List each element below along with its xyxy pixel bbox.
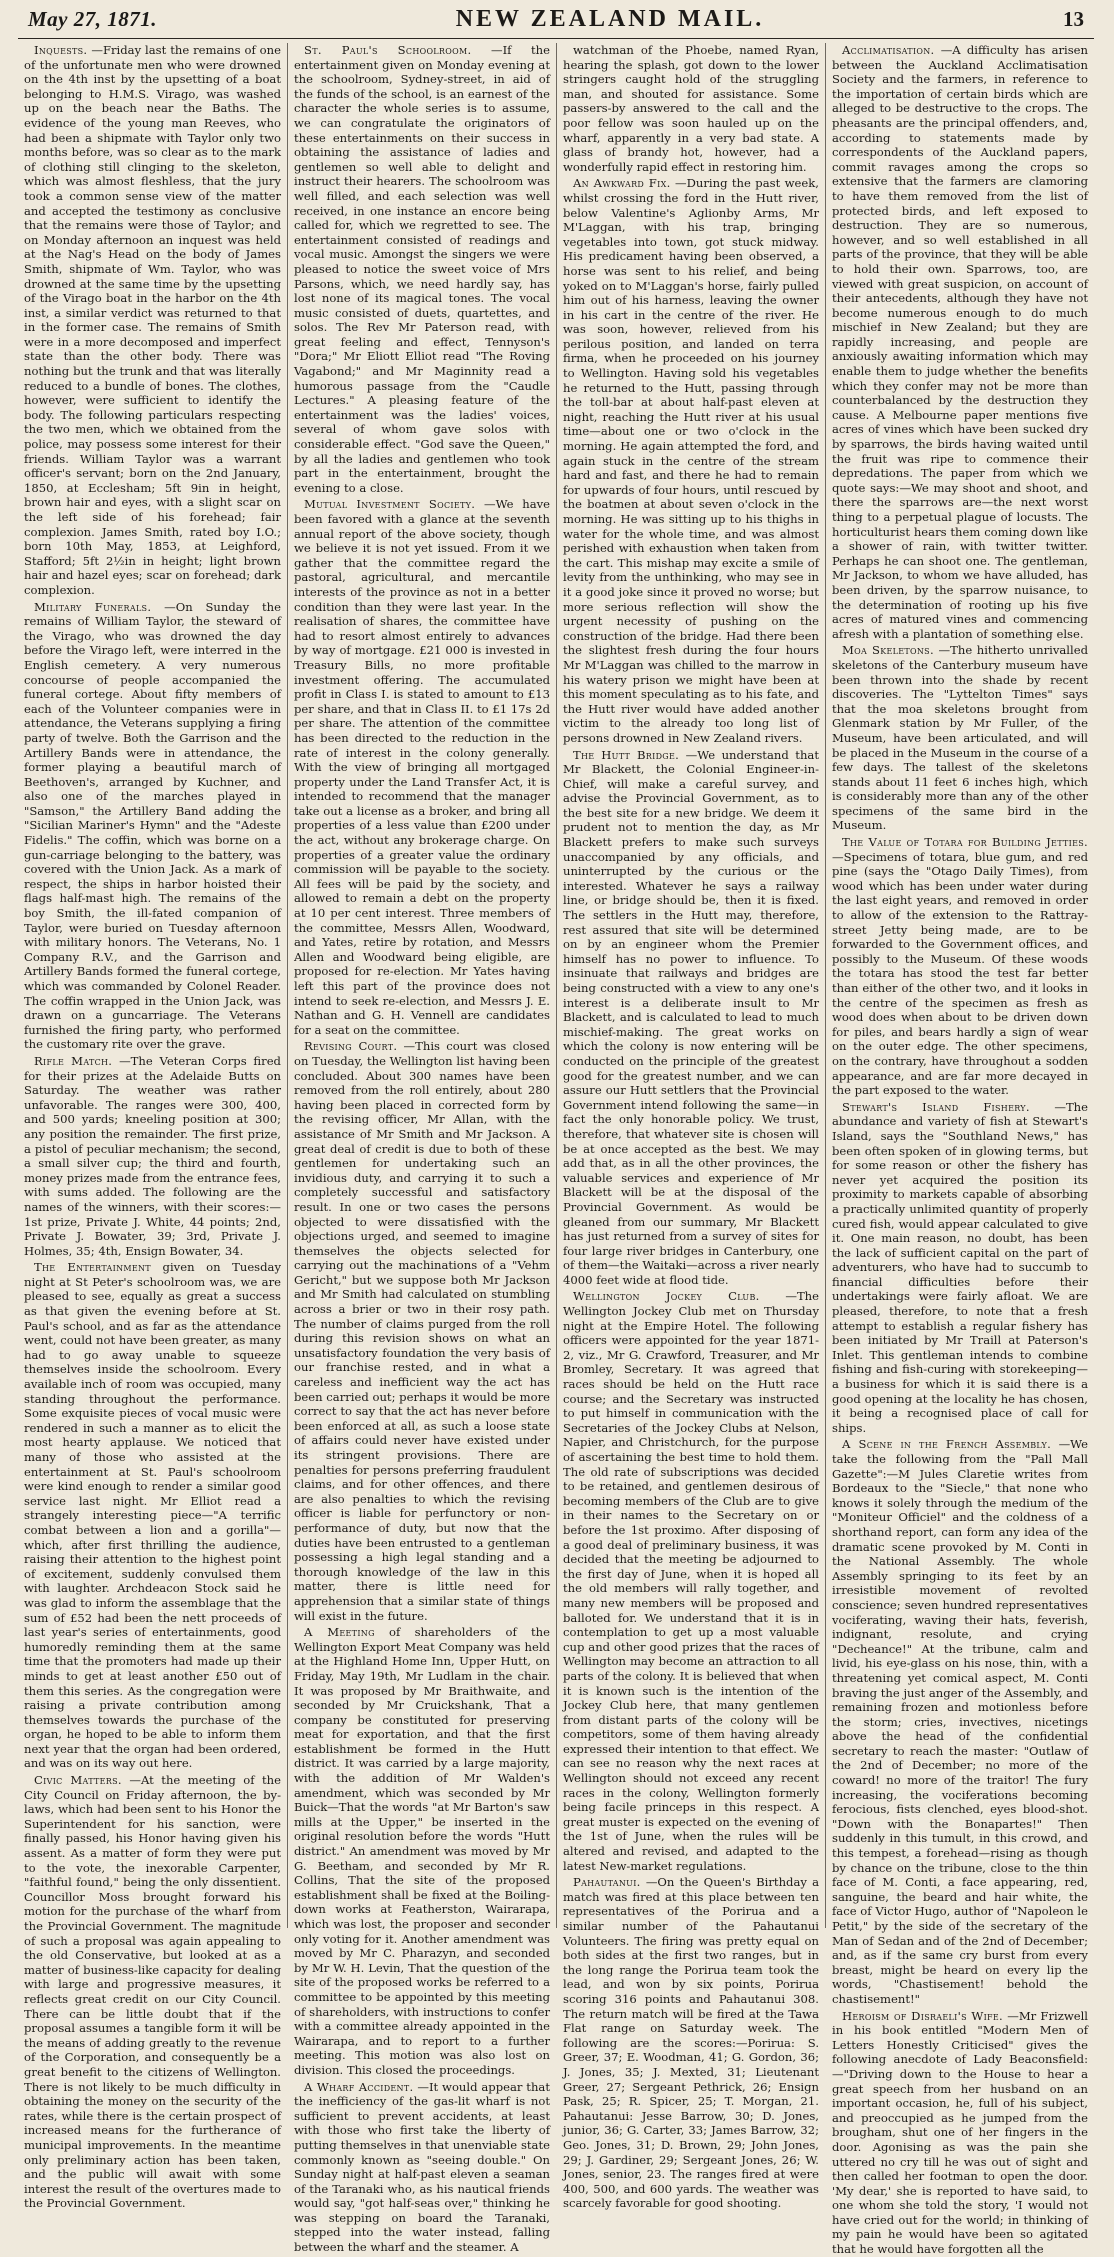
article-paragraph — [832, 835, 1088, 1098]
column-4 — [825, 43, 1094, 2257]
article-paragraph — [832, 1437, 1088, 2006]
article-paragraph — [24, 1054, 281, 1258]
article-text: —The hitherto unrivalled skeletons of the Canterbury museum have been thrown into the shade by recent discoveries. The "Lyttelton Times" says that the moa skeletons brought from Glenmark station by Mr Fuller, of the Museum, have been articulated, and will be placed in the Museum in the course of a few days. The tallest of the skeletons stands about 11 feet 6 inches high, which is considerably more than any of the other specimens of the same bird in the Museum. — [832, 643, 1089, 833]
article-heading: The Hutt Bridge. — [573, 747, 680, 762]
article-paragraph — [563, 43, 819, 174]
article-text: —The Wellington Jockey Club met on Thursday night at the Empire Hotel. The following officers were appointed for the year 1871-2, viz., Mr G. Crawford, Treasurer, and Mr Bromley, Secretary. It was agreed that races should be held on the Hutt race course; and the Secretary was instructed to put himself in communication with the Secretaries of the Jockey Clubs at Nelson, Napier, and Christchurch, for the purpose of ascertaining the best time to hold them. The old rate of subscriptions was decided to be retained, and gentlemen desirous of becoming members of the Club are to give in their names to the Secretary on or before the 1st proximo. After disposing of a good deal of preliminary business, it was decided that the meeting be adjourned to the first day of June, when it is hoped all the old members will rally together, and many new members will be proposed and balloted for. We understand that it is in contemplation to get up a most valuable cup and other good prizes that the races of Wellington may become an attraction to all parts of the colony. It is believed that when it is known such is the intention of the Jockey Club here, that many gentlemen from distant parts of the colony will be competitors, some of them having already expressed their intention to that effect. We can see no reason why the next races at Wellington should not exceed any recent races in the colony, Wellington formerly being facile princeps in this respect. A great muster is expected on the evening of the 1st of June, when the rules will be altered and revised, and adapted to the latest New-market regulations. — [563, 1289, 820, 1873]
article-paragraph — [294, 1039, 550, 1623]
article-paragraph — [24, 43, 281, 598]
article-paragraph — [832, 43, 1088, 641]
issue-date: May 27, 1871. — [28, 6, 157, 31]
article-paragraph — [832, 643, 1088, 833]
article-paragraph — [294, 43, 550, 495]
article-text: of shareholders of the Wellington Export Meat Company was held at the Highland Home Inn, Upper Hutt, on Friday, May 19th, Mr Ludlam in the chair. It was proposed by Mr Braithwaite, and seconded by Mr Cruickshank, That a company be constituted for preserving meat for exportation, and that the first establishment be formed in the Hutt district. It was carried by a large majority, with the addition of Mr Walden's amendment, which was seconded by Mr Buick—That the words "at Mr Barton's saw mills at the Upper," be inserted in the original resolution before the words "Hutt district." An amendment was moved by Mr G. Beetham, and seconded by Mr R. Collins, That the site of the proposed establishment shall be fixed at the Boiling-down works at Featherston, Wairarapa, which was lost, the proposer and seconder only voting for it. Another amendment was moved by Mr C. Pharazyn, and seconded by Mr W. H. Levin, That the question of the site of the proposed works be referred to a committee to be appointed by this meeting of shareholders, with instructions to confer with a committee already appointed in the Wairarapa, and to report to a further meeting. This motion was also lost on division. This closed the proceedings. — [294, 1625, 551, 2077]
article-heading: A Wharf Accident. — [304, 2079, 414, 2094]
article-heading: St. Paul's Schoolroom. — [304, 43, 472, 57]
page-number: 13 — [1063, 6, 1084, 31]
article-heading: Rifle Match. — [34, 1053, 113, 1068]
article-text: —Friday last the remains of one of the unfortunate men who were drowned on the 4th inst by the upsetting of a boat belonging to H.M.S. Virago, was washed up on the beach near the Baths. The evidence of the young man Reeves, who had been a shipmate with Taylor only two months before, was so clear as to the mark of clothing still clinging to the skeleton, which was almost fleshless, that the jury took a common sense view of the matter and accepted the testimony as conclusive that the remains were those of Taylor; and on Monday afternoon an inquest was held at the Nag's Head on the body of James Smith, shipmate of Wm. Taylor, who was drowned at the same time by the upsetting of the Virago boat in the harbor on the 4th inst, a similar verdict was returned to that in the former case. The remains of Smith were in a more decomposed and imperfect state than the other body. There was nothing but the trunk and that was literally reduced to a bundle of bones. The clothes, however, were sufficient to identify the body. The following particulars respecting the two men, which we obtained from the police, may possess some interest for their friends. William Taylor was a warrant officer's servant; born on the 2nd January, 1850, at Ecclesham; 5ft 9in in height, brown hair and eyes, with a slight scar on the left side of his forehead; fair complexion. James Smith, rated boy I.O.; born 10th May, 1853, at Leighford, Stafford; 5ft 2½in in height; light brown hair and hazel eyes; scar on forehead; dark complexion. — [24, 43, 281, 597]
article-text: —We understand that Mr Blackett, the Colonial Engineer-in-Chief, will make a careful survey, and advise the Provincial Government, as to the best site for a new bridge. We deem it prudent not to mention the day, as Mr Blackett prefers to make such surveys unaccompanied by any officials, and uninterrupted by the curious or the interested. Whatever he says a railway line, or bridge should be, then it is fixed. The settlers in the Hutt may, therefore, rest assured that site will be determined on by an engineer whom the Premier himself has no power to influence. To insinuate that railways and bridges are being constructed with a view to any one's interest is a deliberate insult to Mr Blackett, and is calculated to lead to much mischief-making. The great works on which the colony is now entering will be conducted on the principle of the greatest good for the greatest number, and we can assure our Hutt settlers that the Provincial Government intend following the same—in fact the only honorable policy. We trust, therefore, that whatever site is chosen will be at once accepted as the best. We may add that, as in all the other provinces, the valuable services and experience of Mr Blackett will be at the disposal of the Provincial Government. As would be gleaned from our summary, Mr Blackett has just returned from a survey of sites for four large river bridges in Canterbury, one of them—the Waitaki—across a river nearly 4000 feet wide at flood tide. — [563, 747, 819, 1287]
article-heading: Acclimatisation. — [842, 43, 935, 57]
article-text: watchman of the Phoebe, named Ryan, hearing the splash, got down to the lower stringers caught hold of the struggling man, and shouted for assistance. Some passers-by answered to the call and the poor fellow was soon hauled up on the wharf, apparently in a very bad state. A glass of brandy hot, however, had a wonderfully rapid effect in restoring him. — [563, 43, 819, 174]
article-paragraph — [832, 1100, 1088, 1436]
header-rule — [18, 38, 1094, 39]
article-heading: Heroism of Disraeli's Wife. — [842, 2008, 1004, 2023]
article-heading: Mutual Investment Society. — [304, 497, 476, 512]
article-heading: Moa Skeletons. — [842, 643, 934, 658]
article-text: —The Veteran Corps fired for their prizes at the Adelaide Butts on Saturday. The weather was rather unfavorable. The ranges were 300, 400, and 500 yards; kneeling position at 300; any position the remainder. The first prize, a pistol of peculiar mechanism; the second, a small silver cup; the third and fourth, money prizes made from the entrance fees, with sums added. The following are the names of the winners, with their scores:—1st prize, Private J. White, 44 points; 2nd, Private J. Bowater, 39; 3rd, Private J. Holmes, 35; 4th, Ensign Bowater, 34. — [24, 1053, 281, 1258]
newspaper-title: NEW ZEALAND MAIL. — [455, 5, 765, 32]
article-paragraph — [24, 1773, 281, 2211]
article-paragraph — [563, 1875, 819, 2211]
article-heading: An Awkward Fix. — [573, 176, 671, 191]
article-text: —We take the following from the "Pall Mall Gazette":—M Jules Claretie writes from Bordeaux to the "Siecle," that none who knows it solely through the medium of the "Moniteur Officiel" and the coldness of a shorthand report, can form any idea of the dramatic scene provoked by M. Conti in the National Assembly. The whole Assembly springing to its feet by an irresistible movement of revolted conscience; seven hundred representatives vociferating, waving their hats, feverish, indignant, resolute, and crying "Decheance!" At the tribune, calm and livid, his eye-glass on his nose, thin, with a threatening yet comical aspect, M. Conti braving the just anger of the Assembly, and remaining frozen and motionless before the storm; cries, invectives, nicetings above the head of the confidential secretary to reach the master: "Outlaw of the 2nd of December; no more of the coward! no more of the traitor! The fury increasing, the vociferations becoming ferocious, fists clenched, eyes blood-shot. "Down with the Bonapartes!" Then suddenly in this tumult, in this crowd, and this tempest, a forehead—rising as though by chance on the tribune, close to the thin face of M. Conti, a face appearing, red, sanguine, the beard and hair white, the face of Victor Hugo, author of "Napoleon le Petit," by the side of the secretary of the Man of Sedan and of the 2nd of December; and, as if the same cry burst from every breast, might be heard on every lip the words, "Chastisement! behold the chastisement!" — [832, 1437, 1089, 2006]
article-heading: The Value of Totara for Building Jetties. — [842, 835, 1088, 850]
article-paragraph — [832, 2009, 1088, 2257]
article-text: —At the meeting of the City Council on Friday afternoon, the by-laws, which had been sent to his Honor the Superintendent for his sanction, were finally passed, his Honor having given his assent. As a matter of form they were put to the vote, the inexorable Carpenter, "faithful found," being the only dissentient. Councillor Moss brought forward his motion for the purchase of the wharf from the Provincial Government. The magnitude of such a proposal was again appealing to the old Conservative, but looked at as a matter of business-like capacity for dealing with large and progressive measures, it reflects great credit on our City Council. There can be little doubt that if the proposal assumes a tangible form it will be the means of adding greatly to the revenue of the Corporation, and consequently be a great benefit to the citizens of Wellington. There is not likely to be much difficulty in obtaining the money on the security of the rates, while there is the certain prospect of increased means for the furtherance of municipal improvements. In the meantime only preliminary action has been taken, and the public will await with some interest the result of the overtures made to the Provincial Government. — [24, 1773, 281, 2211]
article-text: —On Sunday the remains of William Taylor, the steward of the Virago, who was drowned the day before the Virago left, were interred in the English cemetery. A very numerous concourse of people accompanied the funeral cortege. About fifty members of each of the Volunteer companies were in attendance, the Veterans supplying a firing party of twelve. Both the Garrison and the Artillery Bands were in attendance, the former playing a beautiful march of Beethoven's, arranged by Kuchner, and also one of the marches played in "Samson," the Artillery Band adding the "Sicilian Mariner's Hymn" and the "Adeste Fidelis." The coffin, which was borne on a gun-carriage belonging to the battery, was covered with the Union Jack. As a mark of respect, the ships in harbor hoisted their flags half-mast high. The remains of the boy Smith, the ill-fated companion of Taylor, were buried on Tuesday afternoon with military honors. The Veterans, No. 1 Company R.V., and the Garrison and Artillery Bands formed the funeral cortege, which was commanded by Colonel Reader. The coffin wrapped in the Union Jack, was drawn on a guncarriage. The Veterans furnished the firing party, who performed the customary rite over the grave. — [24, 599, 282, 1052]
article-heading: Wellington Jockey Club. — [573, 1289, 760, 1304]
article-paragraph — [563, 748, 819, 1288]
article-heading: The Entertainment — [34, 1260, 151, 1275]
article-text: —Mr Frizwell in his book entitled "Modern Men of Letters Honestly Criticised" gives the following anecdote of Lady Beaconsfield:—"Driving down to the House to hear a great speech from her husband on an important occasion, he, full of his subject, and preoccupied as he jumped from the brougham, shut one of her fingers in the door. Agonising as was the pain she uttered no cry till he was out of sight and then called her footman to open the door. 'My dear,' she is reported to have said, to one whom she told the story, 'I would not have cried out for the world; in thinking of my pain he would have been so agitated that he would have forgotten all the — [832, 2008, 1089, 2257]
article-text: —During the past week, whilst crossing the ford in the Hutt river, below Valentine's Aglionby Arms, Mr M'Laggan, with his trap, bringing vegetables into town, got stuck midway. His predicament having been observed, a horse was sent to his relief, and being yoked on to M'Laggan's horse, fairly pulled him out of his harness, leaving the owner in his cart in the centre of the river. He was soon, however, relieved from his perilous position, and landed on terra firma, when he proceeded on his journey to Wellington. Having sold his vegetables he returned to the Hutt, passing through the toll-bar at about half-past eleven at night, reaching the Hutt river at his usual time—about one or two o'clock in the morning. He again attempted the ford, and again stuck in the centre of the stream hard and fast, and there he had to remain for upwards of four hours, until rescued by the boatmen at about seven o'clock in the morning. He was sitting up to his thighs in water for the whole time, and was almost perished with exhaustion when taken from the cart. This mishap may excite a smile of levity from the unthinking, who may see in it a good joke since it proved no worse; but more serious reflection will show the urgent necessity of pushing on the construction of the bridge. Had there been the slightest fresh during the four hours Mr M'Laggan was chilled to the marrow in his watery prison we might have been at this moment speculating as to his fate, and the Hutt river would have added another victim to the already too long list of persons drowned in New Zealand rivers. — [563, 176, 819, 745]
article-text: —This court was closed on Tuesday, the Wellington list having been concluded. About 300 names have been removed from the roll entirely, about 280 having been placed in corrected form by the revising officer, Mr Allan, with the assistance of Mr Smith and Mr Jackson. A great deal of credit is due to both of these gentlemen for undertaking such an invidious duty, and carrying it to such a completely successful and satisfactory result. In one or two cases the persons objected to were dissatisfied with the objections urged, and seemed to imagine themselves the objects selected for carrying out the machinations of a "Vehm Gericht," but we suppose both Mr Jackson and Mr Smith had calculated on stumbling across a brier or two in their rosy path. The number of claims purged from the roll during this revision shows on what an unsatisfactory foundation the very basis of our franchise rested, and in what a careless and inefficient way the act has been carried out; perhaps it would be more correct to say that the act has never before been enforced at all, as such a loose state of affairs could never have existed under its stringent provisions. There are penalties for persons preferring fraudulent claims, and for other offences, and there are also penalties to which the revising officer is liable for perfunctory or non-performance of duty, but now that the duties have been entrusted to a gentleman possessing a high legal standing and a thorough knowledge of the law in this matter, there is little need for apprehension that a similar state of things will exist in the future. — [294, 1039, 551, 1623]
article-text: —The abundance and variety of fish at Stewart's Island, says the "Southland News," has been often spoken of in glowing terms, but for some reason or other the fishery has never yet acquired the position its proximity to markets capable of absorbing a practically unlimited quantity of properly cured fish, would appear calculated to give it. One main reason, no doubt, has been the lack of sufficient capital on the part of adventurers, who have had to succumb to financial difficulties before their undertakings were fairly afloat. We are pleased, therefore, to note that a fresh attempt to establish a regular fishery has been initiated by Mr Traill at Paterson's Inlet. This gentleman intends to combine fishing and fish-curing with storekeeping—a business for which it is said there is a good opening at the locality he has chosen, it being a recognised place of call for ships. — [832, 1099, 1088, 1435]
article-heading: Pahautanui. — [573, 1875, 641, 1890]
article-paragraph — [563, 176, 819, 745]
article-heading: Military Funerals. — [34, 599, 152, 614]
column-1 — [18, 43, 287, 2211]
article-paragraph — [563, 1289, 819, 1873]
article-text: —On the Queen's Birthday a match was fired at this place between ten representatives of the Porirua and a similar number of the Pahautanui Volunteers. The firing was pretty equal on both sides at the first two ranges, but in the long range the Porirua team took the lead, and won by six points, Porirua scoring 316 points and Pahautanui 308. The return match will be fired at the Tawa Flat range on Saturday week. The following are the scores:—Porirua: S. Greer, 37; E. Woodman, 41; G. Gordon, 36; J. Jones, 35; J. Mexted, 31; Lieutenant Greer, 27; Sergeant Pethrick, 26; Ensign Pask, 25; R. Spicer, 25; T. Morgan, 21. Pahautanui: Jesse Barrow, 30; D. Jones, junior, 36; G. Carter, 33; James Barrow, 32; Geo. Jones, 31; D. Brown, 29; John Jones, 29; J. Gardiner, 29; Sergeant Jones, 26; W. Jones, senior, 23. The ranges fired at were 400, 500, and 600 yards. The weather was scarcely favorable for good shooting. — [563, 1875, 819, 2211]
article-heading: A Meeting — [304, 1625, 375, 1640]
article-heading: Stewart's Island Fishery. — [842, 1099, 1030, 1114]
article-text: —If the entertainment given on Monday evening at the schoolroom, Sydney-street, in aid of the funds of the school, is an earnest of the character the whole series is to assume, we can congratulate the originators of these entertainments on their success in obtaining the assistance of ladies and gentlemen so well able to delight and instruct their hearers. The schoolroom was well filled, and each selection was well received, in one instance an encore being called for, which we regretted to see. The entertainment consisted of readings and vocal music. Amongst the singers we were pleased to notice the sweet voice of Mrs Parsons, which, we need hardly say, has lost none of its magical tones. The vocal music consisted of duets, quartettes, and solos. The Rev Mr Paterson read, with great feeling and effect, Tennyson's "Dora;" Mr Eliott Elliot read "The Roving Vagabond;" and Mr Maginnity read a humorous passage from the "Caudle Lectures." A pleasing feature of the entertainment was the ladies' voices, several of whom gave solos with considerable effect. "God save the Queen," by all the ladies and gentlemen who took part in the entertainment, brought the evening to a close. — [294, 43, 550, 495]
column-2 — [287, 43, 556, 2255]
article-heading: A Scene in the French Assembly. — [842, 1437, 1052, 1452]
article-paragraph — [24, 600, 281, 1052]
article-paragraph — [24, 1260, 281, 1771]
article-heading: Civic Matters. — [34, 1773, 122, 1788]
article-paragraph — [294, 497, 550, 1037]
article-paragraph — [294, 1625, 550, 2077]
article-heading: Revising Court. — [304, 1039, 398, 1054]
article-text: —Specimens of totara, blue gum, and red pine (says the "Otago Daily Times), from wood which has been under water during the last eight years, and removed in order to allow of the extension to the Rattray-street Jetty being made, are to be forwarded to the Government offices, and possibly to the Museum. Of these woods the totara has stood the test far better than either of the other two, and it looks in the centre of the specimen as fresh as wood does when about to be driven down for piles, and bears hardly a sign of wear on the outer edge. The other specimens, on the contrary, have throughout a sodden appearance, and are far more decayed in the part exposed to the water. — [832, 849, 1088, 1098]
article-text: —We have been favored with a glance at the seventh annual report of the above society, though we believe it is not yet issued. From it we gather that the committee regard the pastoral, agricultural, and mercantile interests of the province as not in a better condition than they were last year. In the realisation of shares, the committee have had to resort almost entirely to advances by way of mortgage. £21 000 is invested in Treasury Bills, no more profitable investment offering. The accumulated profit in Class I. is stated to amount to £13 per share, and that in Class II. to £1 17s 2d per share. The attention of the committee has been directed to the reduction in the rate of interest in the colony generally. With the view of bringing all mortgaged property under the Land Transfer Act, it is intended to recommend that the manager take out a license as a broker, and bring all properties of a less value than £200 under the act, without any brokerage charge. On properties of a greater value the ordinary commission will be payable to the society. All fees will be paid by the society, and allowed to remain a debt on the property at 10 per cent interest. Three members of the committee, Messrs Allen, Woodward, and Yates, retire by rotation, and Messrs Allen and Woodward being eligible, are proposed for re-election. Mr Yates having left this part of the province does not intend to seek re-election, and Messrs J. E. Nathan and G. H. Vennell are candidates for a seat on the committee. — [294, 497, 551, 1037]
article-text: —A difficulty has arisen between the Auckland Acclimatisation Society and the farmers, in reference to the importation of certain birds which are alleged to be destructive to the crops. The pheasants are the principal offenders, and, according to statements made by correspondents of the Auckland papers, commit ravages among the crops so extensive that the farmers are clamoring to have them removed from the list of protected birds, and left exposed to destruction. They are so numerous, however, and so well established in all parts of the province, that they will be able to hold their own. Sparrows, too, are viewed with great suspicion, on account of their antecedents, although they have not become numerous enough to do much mischief in New Zealand; but they are rapidly increasing, and people are anxiously awaiting information which may enable them to judge whether the benefits which they confer may not be more than counterbalanced by the destruction they cause. A Melbourne paper mentions five acres of vines which have been sucked dry by sparrows, the birds having waited until the fruit was ripe to commence their depredations. The paper from which we quote says:—We may shoot and shoot, and there the sparrows are—the next worst thing to a perpetual plague of locusts. The horticulturist hears them coming down like a shower of rain, with twitter twitter. Perhaps he can shoot one. The gentleman, Mr Jackson, to whom we have alluded, has been driven, by the sparrow nuisance, to the determination of rooting up his five acres of matured vines and commencing afresh with a plantation of something else. — [832, 43, 1089, 641]
column-3 — [556, 43, 825, 2211]
columns — [18, 43, 1094, 2257]
article-text: —It would appear that the inefficiency of the gas-lit wharf is not sufficient to prevent accidents, at least with those who first take the liberty of putting themselves in that unenviable state commonly known as "seeing double." On Sunday night at half-past eleven a seaman of the Taranaki who, as his nautical friends would say, "got half-seas over," thinking he was stepping on board the Taranaki, stepped into the water instead, falling between the wharf and the steamer. A — [294, 2079, 551, 2255]
article-heading: Inquests. — [34, 43, 88, 57]
article-text: given on Tuesday night at St Peter's schoolroom was, we are pleased to see, equally as great a success as that given the evening before at St. Paul's school, and as far as the attendance went, could not have been greater, as many had to go away unable to squeeze themselves inside the schoolroom. Every available inch of room was occupied, many standing throughout the performance. Some exquisite pieces of vocal music were rendered in such a manner as to elicit the most hearty applause. We noticed that many of those who assisted at the entertainment at St. Paul's schoolroom were kind enough to render a similar good service last night. Mr Elliot read a strangely interesting piece—"A terrific combat between a lion and a gorilla"—which, after first thrilling the audience, raising their attention to the highest point of excitement, suddenly convulsed them with laughter. Archdeacon Stock said he was glad to inform the assemblage that the sum of £52 had been the nett proceeds of last year's series of entertainments, good humoredly reminding them at the same time that the promoters had made up their minds to get at least another £50 out of them this series. As the congregation were raising a private contribution among themselves towards the purchase of the organ, he hoped to be able to inform them next year that the organ had been ordered, and was on its way out here. — [24, 1260, 282, 1771]
article-paragraph — [294, 2080, 550, 2255]
masthead — [18, 0, 1094, 38]
